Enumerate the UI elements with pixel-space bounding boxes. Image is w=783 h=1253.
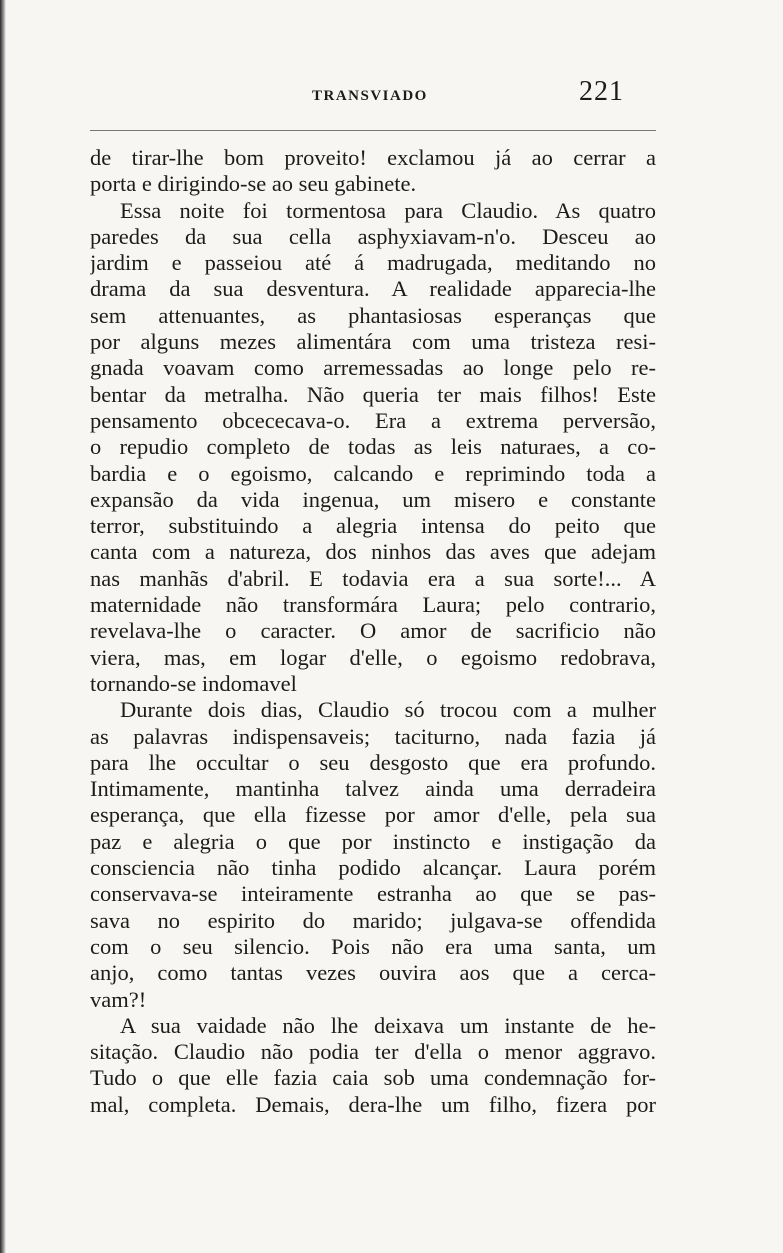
text-line: terror, substituindo a alegria intensa do peito que — [90, 513, 656, 539]
text-line: vam?! — [90, 986, 147, 1012]
text-line: Intimamente, mantinha talvez ainda uma derradeira — [90, 776, 656, 802]
text-line: Essa noite foi tormentosa para Claudio. As quatro — [120, 197, 656, 223]
text-line: conservava-se inteiramente estranha ao que se pas- — [90, 881, 656, 907]
text-line: bardia e o egoismo, calcando e reprimindo toda a — [90, 460, 656, 486]
text-line: A sua vaidade não lhe deixava um instante de he- — [120, 1012, 656, 1038]
text-line: com o seu silencio. Pois não era uma santa, um — [90, 933, 656, 959]
body-text — [90, 145, 656, 1118]
text-line: expansão da vida ingenua, um misero e constante — [90, 486, 656, 512]
text-line: sava no espirito do marido; julgava-se offendida — [90, 907, 656, 933]
text-line: por alguns mezes alimentára com uma tristeza resi- — [90, 329, 656, 355]
header-rule — [90, 130, 656, 131]
text-line: anjo, como tantas vezes ouvira aos que a cerca- — [90, 960, 656, 986]
page-edge-shadow — [0, 0, 6, 1253]
text-line: jardim e passeiou até á madrugada, meditando no — [90, 250, 656, 276]
text-line: maternidade não transformára Laura; pelo contrario, — [90, 592, 656, 618]
text-line: canta com a natureza, dos ninhos das aves que adejam — [90, 539, 656, 565]
text-line: o repudio completo de todas as leis naturaes, a co- — [90, 434, 656, 460]
text-line: Durante dois dias, Claudio só trocou com a mulher — [120, 697, 656, 723]
text-line: paz e alegria o que por instincto e instigação da — [90, 828, 656, 854]
text-line: porta e dirigindo-se ao seu gabinete. — [90, 171, 417, 197]
text-line: esperança, que ella fizesse por amor d'elle, pela sua — [90, 802, 656, 828]
text-line: para lhe occultar o seu desgosto que era profundo. — [90, 749, 656, 775]
text-line: paredes da sua cella asphyxiavam-n'o. Desceu ao — [90, 223, 656, 249]
running-title: TRANSVIADO — [312, 88, 428, 104]
text-line: viera, mas, em logar d'elle, o egoismo redobrava, — [90, 644, 656, 670]
text-line: revelava-lhe o caracter. O amor de sacrificio não — [90, 618, 656, 644]
text-line: sitação. Claudio não podia ter d'ella o menor aggravo. — [90, 1039, 656, 1065]
text-line: as palavras indispensaveis; taciturno, nada fazia já — [90, 723, 656, 749]
text-line: mal, completa. Demais, dera-lhe um filho, fizera por — [90, 1091, 656, 1117]
text-line: pensamento obcececava-o. Era a extrema perversão, — [90, 407, 656, 433]
text-line: consciencia não tinha podido alcançar. Laura porém — [90, 855, 656, 881]
text-line: Tudo o que elle fazia caia sob uma condemnação for- — [90, 1065, 656, 1091]
text-line: nas manhãs d'abril. E todavia era a sua sorte!... A — [90, 565, 656, 591]
text-line: sem attenuantes, as phantasiosas esperanças que — [90, 302, 656, 328]
text-line: de tirar-lhe bom proveito! exclamou já ao cerrar a — [90, 145, 656, 170]
text-line: bentar da metralha. Não queria ter mais filhos! Este — [90, 381, 656, 407]
page-header — [90, 76, 650, 116]
page-number: 221 — [579, 76, 624, 107]
text-line: drama da sua desventura. A realidade apparecia-lhe — [90, 276, 656, 302]
text-line: gnada voavam como arremessadas ao longe pelo re- — [90, 355, 656, 381]
text-line: tornando-se indomavel — [90, 670, 297, 696]
